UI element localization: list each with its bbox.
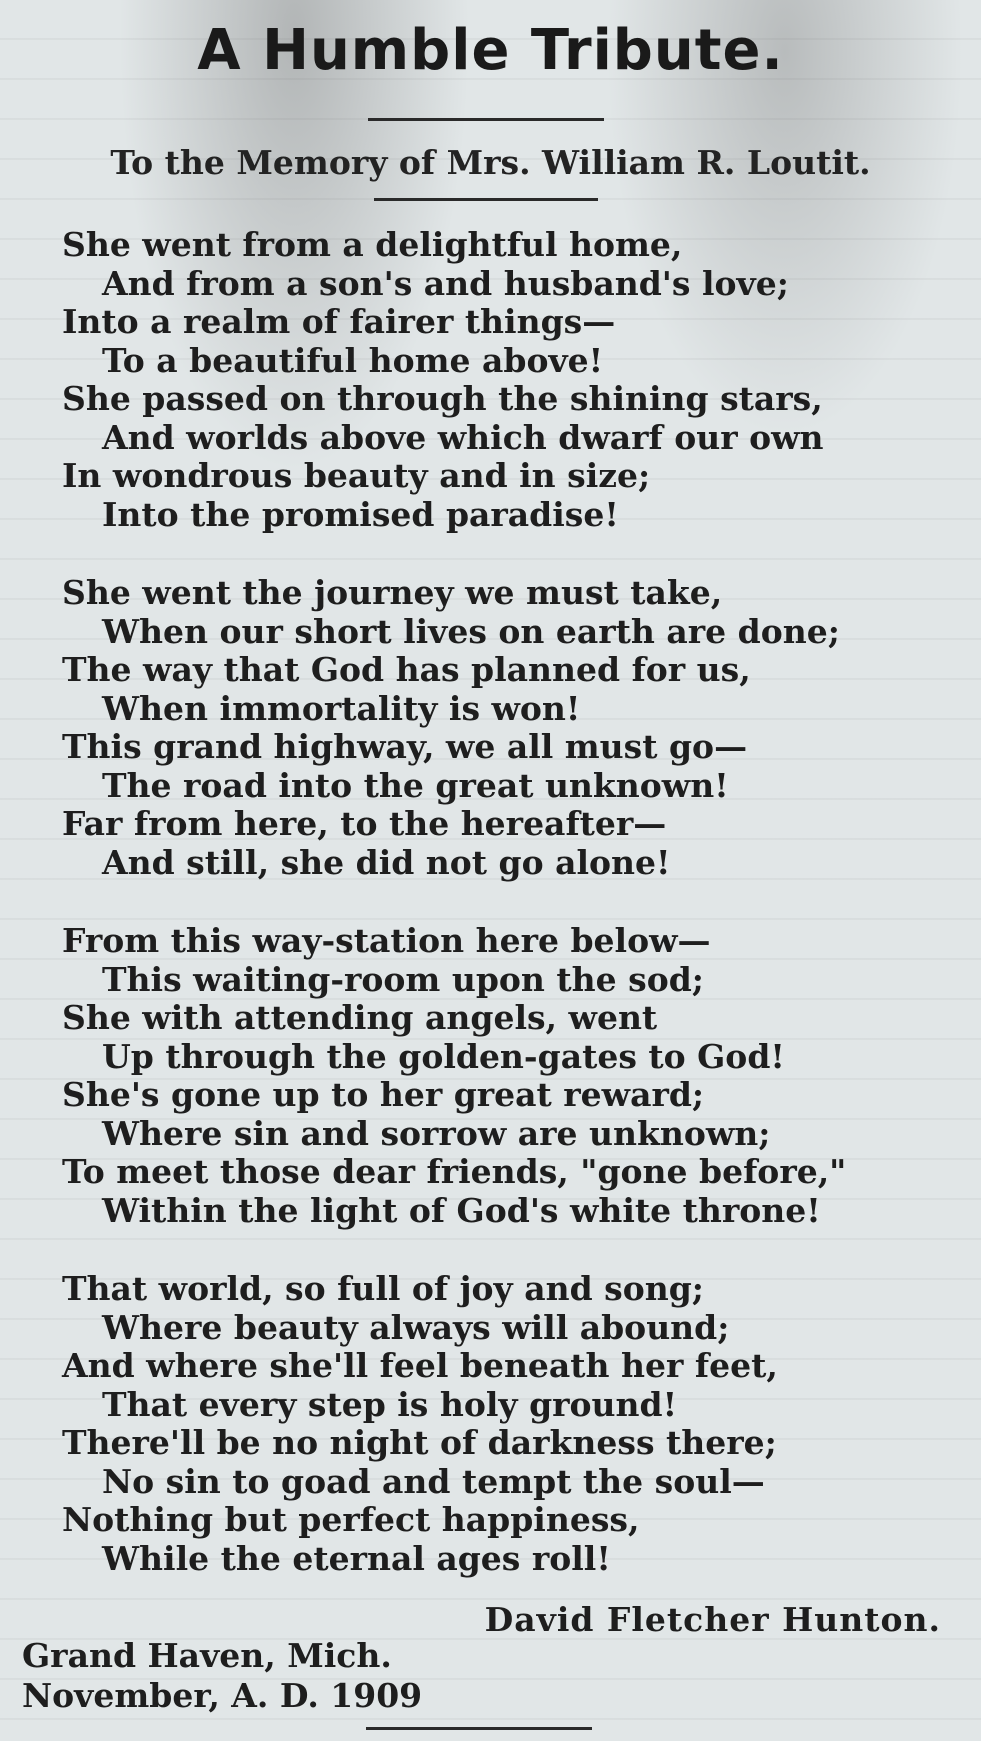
poem-line: While the eternal ages roll! xyxy=(102,1538,611,1578)
poem-line: Far from here, to the hereafter— xyxy=(62,804,667,843)
poem-line: She went from a delightful home, xyxy=(62,225,683,264)
poem-line: In wondrous beauty and in size; xyxy=(62,456,651,495)
dedication-divider xyxy=(374,198,598,201)
stanza-2 xyxy=(62,574,962,882)
poem-line: That every step is holy ground! xyxy=(102,1384,678,1424)
poem-line: To meet those dear friends, "gone before," xyxy=(62,1152,847,1191)
dateline-date: November, A. D. 1909 xyxy=(22,1676,423,1715)
poem-line: This grand highway, we all must go— xyxy=(62,727,748,766)
poem-line: She with attending angels, went xyxy=(62,998,658,1037)
stanza-4 xyxy=(62,1270,962,1578)
poem-line: When immortality is won! xyxy=(102,688,581,728)
poem-line: The way that God has planned for us, xyxy=(62,650,751,689)
poem-line: Where beauty always will abound; xyxy=(102,1307,730,1347)
author-signature: David Fletcher Hunton. xyxy=(484,1600,941,1639)
poem-line: And where she'll feel beneath her feet, xyxy=(62,1346,778,1385)
dateline xyxy=(22,1636,422,1716)
poem-line: Into the promised paradise! xyxy=(102,494,619,534)
dateline-place: Grand Haven, Mich. xyxy=(22,1636,392,1675)
dedication-line: To the Memory of Mrs. William R. Loutit. xyxy=(110,143,871,182)
poem-line: And worlds above which dwarf our own xyxy=(102,417,824,457)
poem-line: Where sin and sorrow are unknown; xyxy=(102,1113,771,1153)
poem-line: Within the light of God's white throne! xyxy=(102,1190,821,1230)
headline-divider xyxy=(368,118,604,121)
poem-body xyxy=(62,226,962,1618)
poem-line: She passed on through the shining stars, xyxy=(62,379,823,418)
poem-line: To a beautiful home above! xyxy=(102,340,604,380)
poem-line: From this way-station here below— xyxy=(62,921,711,960)
poem-line: Up through the golden-gates to God! xyxy=(102,1036,785,1076)
stanza-1 xyxy=(62,226,962,534)
poem-line: That world, so full of joy and song; xyxy=(62,1269,704,1308)
poem-line: And still, she did not go alone! xyxy=(102,842,671,882)
poem-headline: A Humble Tribute. xyxy=(197,18,784,83)
poem-line: There'll be no night of darkness there; xyxy=(62,1423,777,1462)
poem-line: She went the journey we must take, xyxy=(62,573,723,612)
poem-line: Into a realm of fairer things— xyxy=(62,302,616,341)
poem-line: The road into the great unknown! xyxy=(102,765,729,805)
closing-divider xyxy=(366,1727,592,1730)
poem-line: Nothing but perfect happiness, xyxy=(62,1500,640,1539)
poem-line: She's gone up to her great reward; xyxy=(62,1075,705,1114)
poem-line: And from a son's and husband's love; xyxy=(102,263,789,303)
poem-line: This waiting-room upon the sod; xyxy=(102,959,704,999)
poem-line: No sin to goad and tempt the soul— xyxy=(102,1461,765,1501)
stanza-3 xyxy=(62,922,962,1230)
poem-line: When our short lives on earth are done; xyxy=(102,611,840,651)
